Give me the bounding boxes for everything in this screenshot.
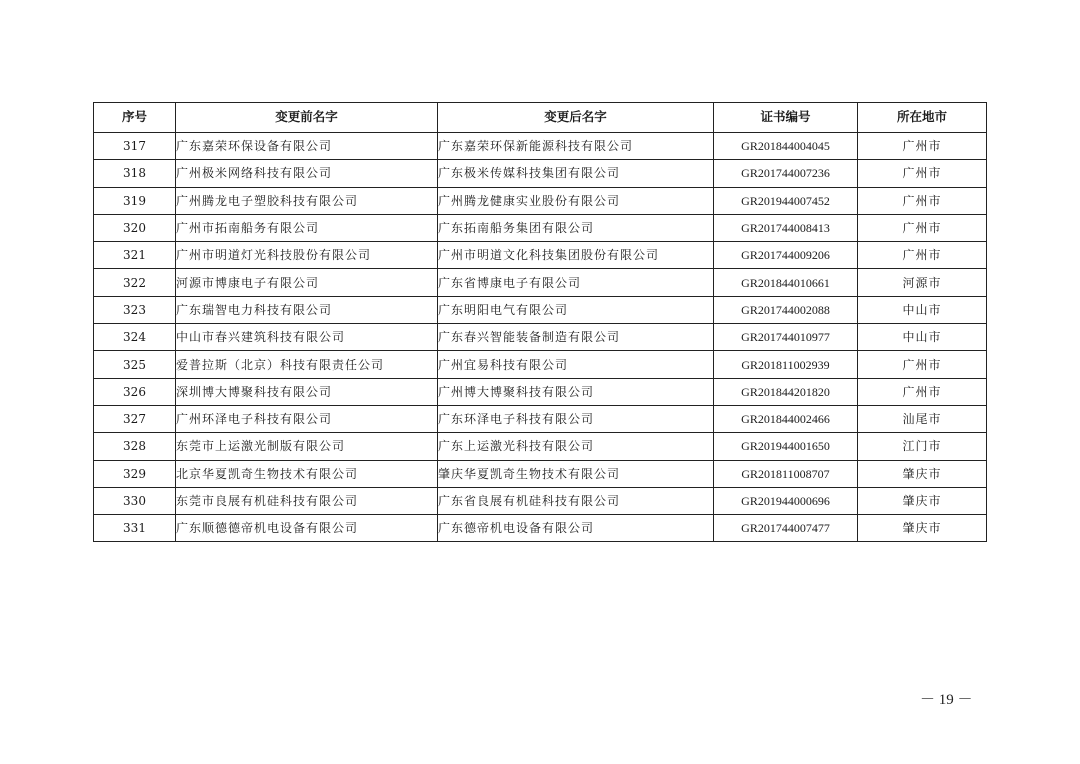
cell-name-after: 广东春兴智能装备制造有限公司: [438, 324, 714, 351]
cell-index: 322: [94, 269, 176, 296]
cell-city: 广州市: [858, 214, 987, 241]
cell-city: 汕尾市: [858, 405, 987, 432]
table-row: [94, 378, 987, 405]
cell-name-before: 河源市博康电子有限公司: [176, 269, 438, 296]
cell-name-before: 广东顺德德帝机电设备有限公司: [176, 515, 438, 542]
cell-city: 中山市: [858, 324, 987, 351]
cell-name-after: 广州市明道文化科技集团股份有限公司: [438, 242, 714, 269]
cell-city: 肇庆市: [858, 460, 987, 487]
cell-certificate: GR201744009206: [714, 242, 858, 269]
cell-index: 324: [94, 324, 176, 351]
header-name-before: 变更前名字: [176, 103, 438, 133]
cell-name-after: 广东省博康电子有限公司: [438, 269, 714, 296]
cell-name-before: 广州市拓南船务有限公司: [176, 214, 438, 241]
cell-certificate: GR201811008707: [714, 460, 858, 487]
cell-city: 肇庆市: [858, 515, 987, 542]
cell-city: 广州市: [858, 351, 987, 378]
cell-name-before: 东莞市上运激光制版有限公司: [176, 433, 438, 460]
cell-index: 318: [94, 160, 176, 187]
table-row: [94, 433, 987, 460]
cell-city: 广州市: [858, 378, 987, 405]
table-row: [94, 324, 987, 351]
cell-city: 广州市: [858, 242, 987, 269]
cell-name-before: 广东瑞智电力科技有限公司: [176, 296, 438, 323]
cell-name-after: 广州宜易科技有限公司: [438, 351, 714, 378]
company-name-change-table: [93, 102, 987, 542]
cell-index: 330: [94, 487, 176, 514]
cell-name-before: 爱普拉斯（北京）科技有限责任公司: [176, 351, 438, 378]
cell-index: 323: [94, 296, 176, 323]
cell-certificate: GR201744008413: [714, 214, 858, 241]
cell-certificate: GR201744007236: [714, 160, 858, 187]
header-city: 所在地市: [858, 103, 987, 133]
header-row: [94, 103, 987, 133]
cell-name-before: 中山市春兴建筑科技有限公司: [176, 324, 438, 351]
cell-name-after: 肇庆华夏凯奇生物技术有限公司: [438, 460, 714, 487]
cell-name-before: 广州极米网络科技有限公司: [176, 160, 438, 187]
cell-index: 331: [94, 515, 176, 542]
cell-city: 河源市: [858, 269, 987, 296]
table-row: [94, 351, 987, 378]
cell-index: 325: [94, 351, 176, 378]
cell-name-after: 广东环泽电子科技有限公司: [438, 405, 714, 432]
table-row: [94, 214, 987, 241]
cell-certificate: GR201844201820: [714, 378, 858, 405]
cell-certificate: GR201744010977: [714, 324, 858, 351]
table-row: [94, 242, 987, 269]
cell-certificate: GR201844002466: [714, 405, 858, 432]
cell-city: 广州市: [858, 133, 987, 160]
page-number: － 19 －: [920, 692, 973, 708]
cell-certificate: GR201944000696: [714, 487, 858, 514]
cell-index: 328: [94, 433, 176, 460]
table-row: [94, 460, 987, 487]
header-name-after: 变更后名字: [438, 103, 714, 133]
cell-city: 江门市: [858, 433, 987, 460]
cell-certificate: GR201744007477: [714, 515, 858, 542]
cell-name-after: 广州腾龙健康实业股份有限公司: [438, 187, 714, 214]
cell-name-before: 广州腾龙电子塑胶科技有限公司: [176, 187, 438, 214]
header-certificate: 证书编号: [714, 103, 858, 133]
cell-certificate: GR201811002939: [714, 351, 858, 378]
table-row: [94, 187, 987, 214]
cell-city: 广州市: [858, 187, 987, 214]
cell-name-before: 深圳博大博聚科技有限公司: [176, 378, 438, 405]
cell-city: 肇庆市: [858, 487, 987, 514]
table-row: [94, 515, 987, 542]
cell-certificate: GR201844010661: [714, 269, 858, 296]
cell-name-before: 广州环泽电子科技有限公司: [176, 405, 438, 432]
cell-certificate: GR201944007452: [714, 187, 858, 214]
cell-name-after: 广东拓南船务集团有限公司: [438, 214, 714, 241]
header-index: 序号: [94, 103, 176, 133]
cell-name-before: 东莞市良展有机硅科技有限公司: [176, 487, 438, 514]
cell-name-before: 广东嘉荣环保设备有限公司: [176, 133, 438, 160]
table-row: [94, 487, 987, 514]
cell-index: 321: [94, 242, 176, 269]
cell-certificate: GR201844004045: [714, 133, 858, 160]
cell-index: 319: [94, 187, 176, 214]
cell-name-after: 广东极米传媒科技集团有限公司: [438, 160, 714, 187]
table-row: [94, 405, 987, 432]
cell-certificate: GR201744002088: [714, 296, 858, 323]
table-row: [94, 133, 987, 160]
cell-index: 320: [94, 214, 176, 241]
cell-index: 317: [94, 133, 176, 160]
cell-index: 326: [94, 378, 176, 405]
table-header: [94, 103, 987, 133]
cell-index: 329: [94, 460, 176, 487]
cell-name-after: 广东上运激光科技有限公司: [438, 433, 714, 460]
cell-certificate: GR201944001650: [714, 433, 858, 460]
cell-name-after: 广州博大博聚科技有限公司: [438, 378, 714, 405]
cell-name-after: 广东德帝机电设备有限公司: [438, 515, 714, 542]
cell-city: 广州市: [858, 160, 987, 187]
cell-name-before: 北京华夏凯奇生物技术有限公司: [176, 460, 438, 487]
cell-index: 327: [94, 405, 176, 432]
cell-name-after: 广东明阳电气有限公司: [438, 296, 714, 323]
cell-name-after: 广东嘉荣环保新能源科技有限公司: [438, 133, 714, 160]
cell-city: 中山市: [858, 296, 987, 323]
table-body: [94, 133, 987, 542]
table-row: [94, 160, 987, 187]
cell-name-after: 广东省良展有机硅科技有限公司: [438, 487, 714, 514]
table-row: [94, 296, 987, 323]
cell-name-before: 广州市明道灯光科技股份有限公司: [176, 242, 438, 269]
table-row: [94, 269, 987, 296]
